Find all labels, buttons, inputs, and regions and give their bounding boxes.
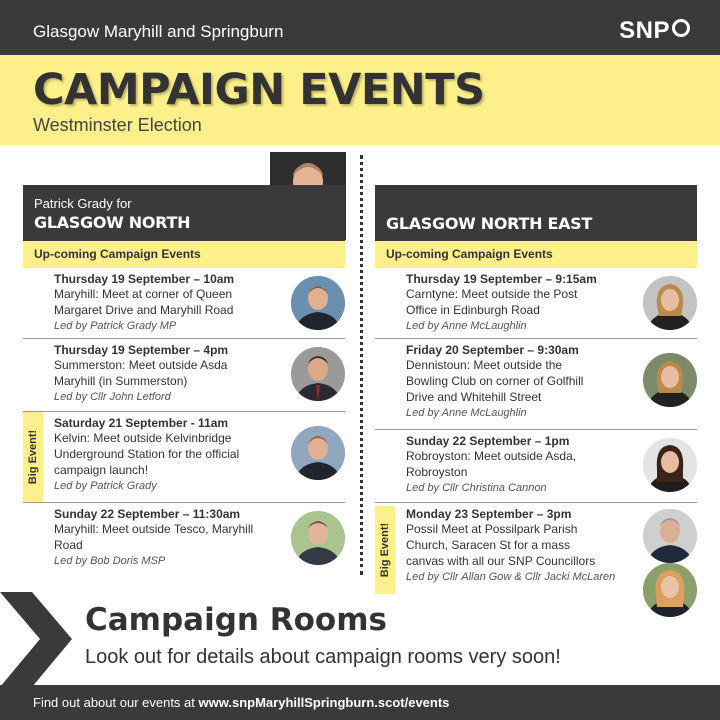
constituency-heading: GLASGOW NORTH EAST bbox=[386, 214, 593, 233]
event-description: Summerston: Meet outside Asda Maryhill (in Summerston) bbox=[54, 358, 228, 388]
event-date: Sunday 22 September – 1pm bbox=[406, 434, 570, 448]
event-item bbox=[375, 268, 697, 339]
event-leader: Led by Patrick Grady bbox=[54, 480, 157, 492]
event-date: Thursday 19 September – 4pm bbox=[54, 343, 229, 357]
event-date: Friday 20 September – 9:30am bbox=[406, 343, 579, 357]
page-subtitle: Westminster Election bbox=[33, 115, 202, 135]
top-bar bbox=[0, 0, 720, 55]
constituency-name: Glasgow Maryhill and Springburn bbox=[33, 22, 284, 41]
event-leader: Led by Patrick Grady MP bbox=[54, 320, 177, 332]
event-leader: Led by Anne McLaughlin bbox=[406, 407, 527, 419]
leader-photo bbox=[643, 438, 697, 492]
event-description: Kelvin: Meet outside Kelvinbridge Underground Station for the official campaign launch! bbox=[54, 431, 240, 477]
event-leader: Led by Bob Doris MSP bbox=[54, 555, 166, 567]
event-date: Thursday 19 September – 10am bbox=[54, 272, 235, 286]
events-subheading: Up-coming Campaign Events bbox=[23, 241, 345, 268]
event-item bbox=[23, 268, 345, 339]
leader-photo bbox=[643, 509, 697, 563]
event-description: Possil Meet at Possilpark Parish Church, Saracen St for a mass canvas with all our SNP Councillors bbox=[406, 522, 596, 568]
events-subheading: Up-coming Campaign Events bbox=[375, 241, 697, 268]
event-item bbox=[23, 412, 345, 503]
event-leader: Led by Cllr Christina Cannon bbox=[406, 482, 547, 494]
snp-loop-icon bbox=[672, 19, 690, 37]
glasgow-north-east-header bbox=[375, 185, 697, 241]
event-date: Thursday 19 September – 9:15am bbox=[406, 272, 597, 286]
glasgow-north-column bbox=[23, 185, 345, 577]
event-date: Monday 23 September – 3pm bbox=[406, 507, 572, 521]
event-item bbox=[375, 430, 697, 503]
event-leader: Led by Anne McLaughlin bbox=[406, 320, 527, 332]
leader-photo bbox=[291, 276, 345, 330]
events-url-link[interactable]: www.snpMaryhillSpringburn.scot/events bbox=[198, 695, 450, 710]
chevron-arrow-icon bbox=[0, 592, 72, 687]
event-description: Carntyne: Meet outside the Post Office in Edinburgh Road bbox=[406, 287, 578, 317]
event-description: Maryhill: Meet at corner of Queen Margaret Drive and Maryhill Road bbox=[54, 287, 234, 317]
event-date: Saturday 21 September - 11am bbox=[54, 416, 229, 430]
event-description: Maryhill: Meet outside Tesco, Maryhill Road bbox=[54, 522, 254, 552]
snp-logo bbox=[619, 17, 690, 45]
leader-photo bbox=[643, 563, 697, 617]
snp-logo-text: SNP bbox=[619, 17, 670, 44]
event-item bbox=[375, 339, 697, 430]
event-leader: Led by Cllr John Letford bbox=[54, 391, 171, 403]
leader-photo bbox=[291, 347, 345, 401]
event-item bbox=[375, 503, 697, 607]
glasgow-north-header bbox=[23, 185, 345, 241]
column-divider bbox=[360, 155, 363, 575]
campaign-rooms-title: Campaign Rooms bbox=[85, 602, 387, 638]
event-item bbox=[23, 339, 345, 412]
footer-bar bbox=[0, 685, 720, 720]
constituency-heading: GLASGOW NORTH bbox=[34, 213, 191, 232]
event-date: Sunday 22 September – 11:30am bbox=[54, 507, 241, 521]
big-event-badge: Big Event! bbox=[375, 506, 395, 594]
footer-text bbox=[33, 695, 449, 710]
page-title: CAMPAIGN EVENTS bbox=[33, 65, 485, 115]
footer-prefix: Find out about our events at bbox=[33, 695, 195, 710]
campaign-rooms-subtitle: Look out for details about campaign rooms very soon! bbox=[85, 646, 561, 668]
event-item bbox=[23, 503, 345, 577]
event-leader: Led by Cllr Allan Gow & Cllr Jacki McLaren bbox=[406, 571, 616, 583]
event-description: Robroyston: Meet outside Asda, Robroyston bbox=[406, 449, 577, 479]
big-event-badge: Big Event! bbox=[23, 412, 43, 502]
title-banner bbox=[0, 55, 720, 145]
leader-photo bbox=[643, 276, 697, 330]
glasgow-north-east-column bbox=[375, 185, 697, 607]
leader-photo bbox=[643, 353, 697, 407]
leader-photo bbox=[291, 426, 345, 480]
event-description: Dennistoun: Meet outside the Bowling Club on corner of Golfhill Drive and Whitehill Street bbox=[406, 358, 584, 404]
candidate-line: Patrick Grady for bbox=[34, 196, 132, 211]
leader-photo bbox=[291, 511, 345, 565]
